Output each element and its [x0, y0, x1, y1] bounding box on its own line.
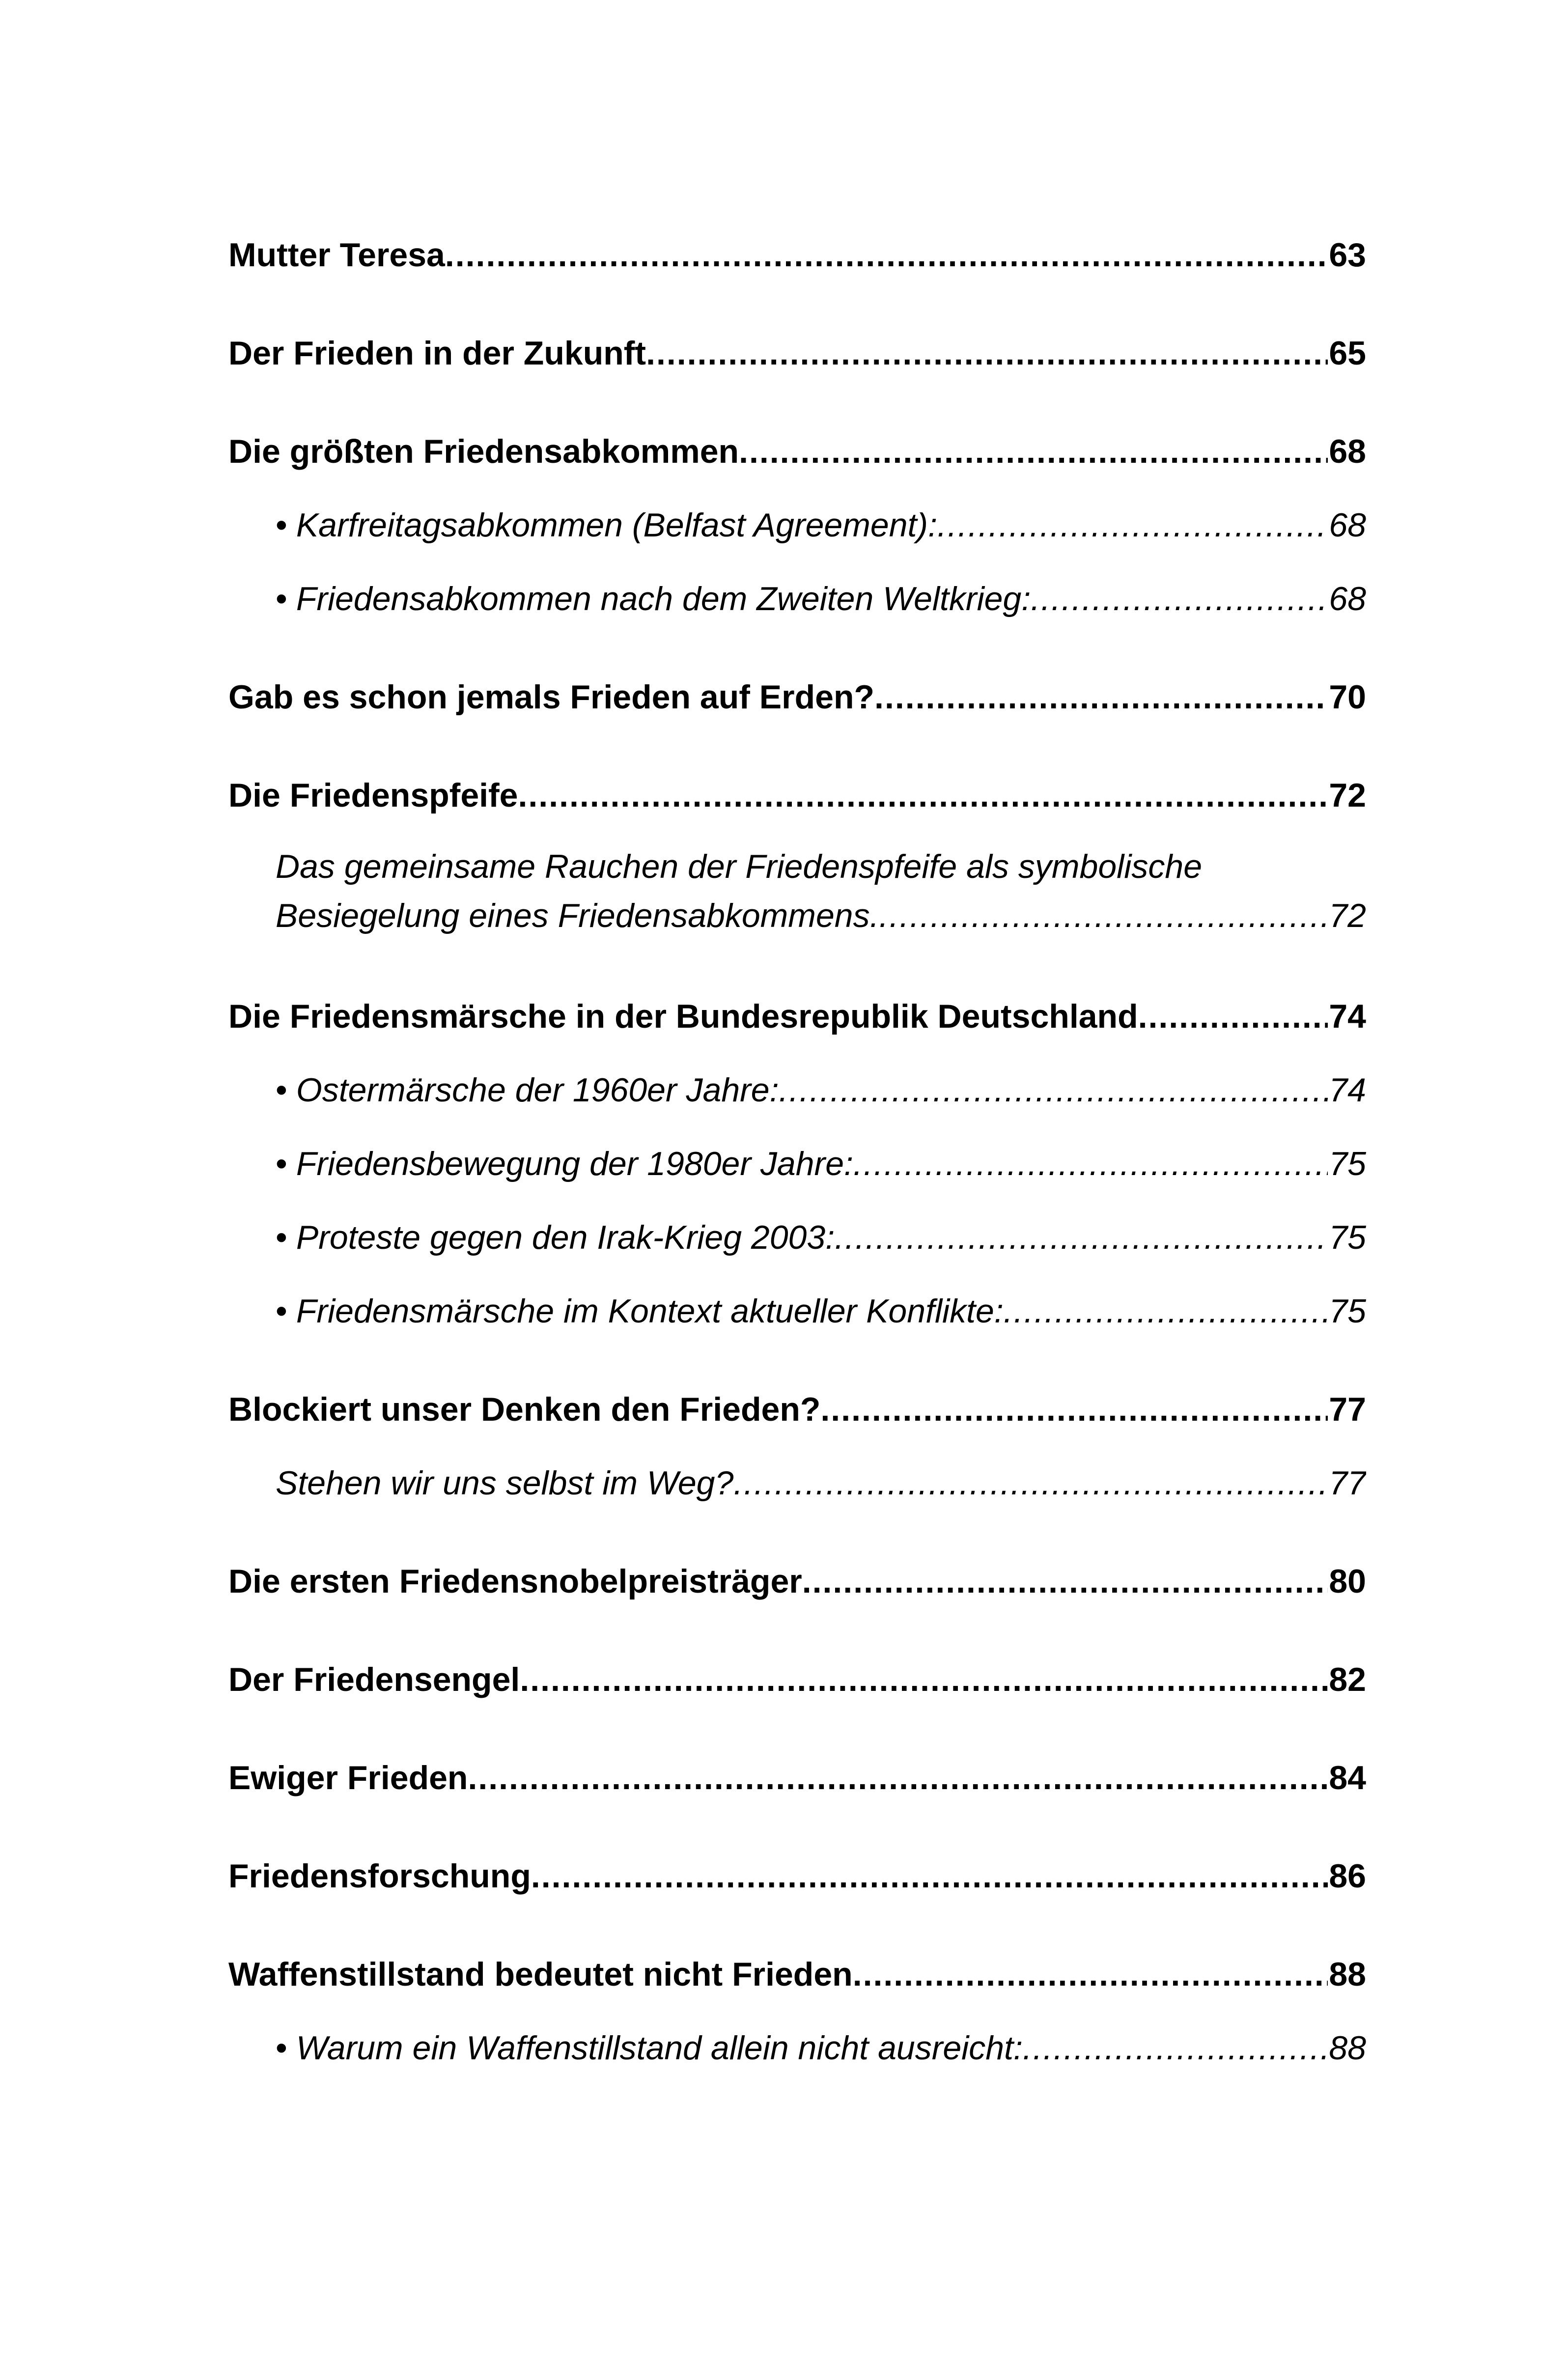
- toc-entry-title: Die ersten Friedensnobelpreisträger: [228, 1563, 802, 1600]
- toc-entry[interactable]: [228, 1756, 1366, 1800]
- toc-leader-dots: [733, 1461, 1328, 1505]
- toc-subentry-title: Karfreitagsabkommen (Belfast Agreement):: [296, 506, 937, 544]
- toc-leader-dots: [802, 1559, 1328, 1603]
- toc-subentry-title-line2: Besiegelung eines Friedensabkommens.: [276, 897, 879, 934]
- toc-page-number: 77: [1329, 1464, 1366, 1502]
- toc-leader-dots: [874, 675, 1328, 719]
- toc-subentry[interactable]: [276, 1461, 1366, 1505]
- toc-entry-title: Blockiert unser Denken den Frieden?: [228, 1391, 821, 1428]
- toc-entry[interactable]: [228, 1854, 1366, 1898]
- toc-entry[interactable]: [228, 675, 1366, 719]
- toc-entry-title: Ewiger Frieden: [228, 1759, 468, 1797]
- toc-entry[interactable]: [228, 1559, 1366, 1603]
- toc-entry[interactable]: [228, 1657, 1366, 1702]
- toc-entry[interactable]: [228, 1387, 1366, 1432]
- toc-subentry[interactable]: [276, 577, 1366, 621]
- toc-entry-title: Der Friedensengel: [228, 1661, 520, 1698]
- toc-page-number: 86: [1329, 1857, 1366, 1895]
- toc-subentry[interactable]: [276, 1142, 1366, 1186]
- toc-page-number: 68: [1329, 580, 1366, 618]
- toc-page-number: 68: [1329, 506, 1366, 544]
- toc-page-number: 65: [1329, 335, 1366, 372]
- toc-leader-dots: [853, 1142, 1328, 1186]
- toc-page-number: 75: [1329, 1219, 1366, 1256]
- toc-leader-dots: [531, 1854, 1328, 1898]
- toc-entry[interactable]: [228, 429, 1366, 474]
- toc-subentry[interactable]: [276, 1215, 1366, 1260]
- toc-page-number: 75: [1329, 1292, 1366, 1330]
- toc-subentry-title: Proteste gegen den Irak-Krieg 2003:: [296, 1219, 835, 1256]
- toc-page-number: 80: [1329, 1563, 1366, 1600]
- toc-entry-title: Mutter Teresa: [228, 236, 445, 274]
- toc-leader-dots: [879, 891, 1328, 940]
- toc-leader-dots: [1004, 1289, 1328, 1333]
- bullet-icon: •: [276, 2029, 287, 2067]
- toc-page-number: 63: [1329, 236, 1366, 274]
- toc-entry-title: Friedensforschung: [228, 1857, 531, 1895]
- toc-leader-dots: [853, 1952, 1328, 1996]
- toc-entry[interactable]: [228, 994, 1366, 1039]
- toc-leader-dots: [518, 773, 1328, 817]
- toc-leader-dots: [520, 1657, 1328, 1702]
- toc-subentry-title: Friedensabkommen nach dem Zweiten Weltkrieg:: [296, 580, 1031, 618]
- toc-entry-title: Die größten Friedensabkommen: [228, 433, 739, 470]
- toc-page-number: 68: [1329, 433, 1366, 470]
- bullet-icon: •: [276, 506, 287, 544]
- toc-entry-title: Die Friedensmärsche in der Bundesrepublik Deutschland: [228, 998, 1138, 1035]
- toc-page-number: 72: [1329, 777, 1366, 814]
- table-of-contents: [228, 0, 1366, 2358]
- toc-entry[interactable]: [228, 233, 1366, 277]
- toc-entry-title: Der Frieden in der Zukunft: [228, 335, 646, 372]
- toc-page-number: 77: [1329, 1391, 1366, 1428]
- toc-subentry-title: Warum ein Waffenstillstand allein nicht ausreicht:: [296, 2029, 1023, 2067]
- toc-page-number: 75: [1329, 1145, 1366, 1182]
- toc-subentry-title: Friedensmärsche im Kontext aktueller Konflikte:: [296, 1292, 1004, 1330]
- toc-page-number: 70: [1329, 678, 1366, 716]
- toc-leader-dots: [739, 429, 1328, 474]
- toc-entry[interactable]: [228, 331, 1366, 375]
- toc-leader-dots: [835, 1215, 1328, 1260]
- bullet-icon: •: [276, 1219, 287, 1256]
- toc-leader-dots: [1031, 577, 1328, 621]
- toc-subentry-title: Friedensbewegung der 1980er Jahre:: [296, 1145, 853, 1182]
- toc-subentry[interactable]: [276, 1068, 1366, 1112]
- toc-entry[interactable]: [228, 1952, 1366, 1996]
- toc-subentry[interactable]: [276, 842, 1366, 940]
- toc-page-number: 84: [1329, 1759, 1366, 1797]
- toc-leader-dots: [1138, 994, 1328, 1039]
- bullet-icon: •: [276, 1292, 287, 1330]
- toc-page-number: 72: [1329, 897, 1366, 934]
- toc-page-number: 88: [1329, 2029, 1366, 2067]
- toc-leader-dots: [445, 233, 1328, 277]
- bullet-icon: •: [276, 580, 287, 618]
- toc-leader-dots: [820, 1387, 1328, 1432]
- toc-subentry-title-line1: Das gemeinsame Rauchen der Friedenspfeife als symbolische: [276, 848, 1203, 885]
- toc-leader-dots: [646, 331, 1328, 375]
- toc-page-number: 88: [1329, 1956, 1366, 1993]
- toc-leader-dots: [937, 503, 1328, 547]
- toc-subentry-title: Ostermärsche der 1960er Jahre:: [296, 1071, 779, 1109]
- toc-subentry-title: Stehen wir uns selbst im Weg?: [276, 1464, 734, 1502]
- toc-entry[interactable]: [228, 773, 1366, 817]
- toc-page-number: 74: [1329, 1071, 1366, 1109]
- toc-subentry[interactable]: [276, 2026, 1366, 2070]
- toc-entry-title: Die Friedenspfeife: [228, 777, 518, 814]
- toc-entry-title: Waffenstillstand bedeutet nicht Frieden: [228, 1956, 853, 1993]
- toc-entry-title: Gab es schon jemals Frieden auf Erden?: [228, 678, 875, 716]
- bullet-icon: •: [276, 1145, 287, 1182]
- toc-subentry[interactable]: [276, 1289, 1366, 1333]
- toc-leader-dots: [468, 1756, 1328, 1800]
- toc-page-number: 82: [1329, 1661, 1366, 1698]
- toc-page-number: 74: [1329, 998, 1366, 1035]
- toc-leader-dots: [1023, 2026, 1328, 2070]
- toc-leader-dots: [779, 1068, 1328, 1112]
- bullet-icon: •: [276, 1071, 287, 1109]
- toc-subentry[interactable]: [276, 503, 1366, 547]
